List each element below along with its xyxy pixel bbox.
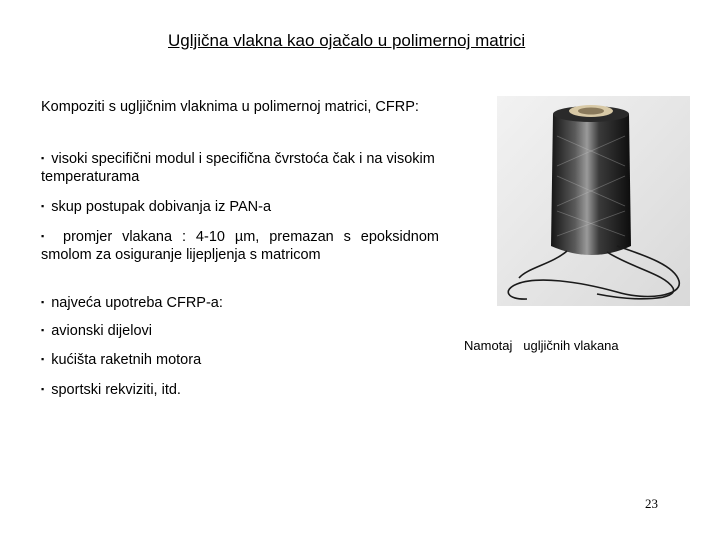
bullet-text: najveća upotreba CFRP-a: bbox=[51, 295, 223, 311]
bullet-item bbox=[41, 228, 439, 264]
bullet-item bbox=[41, 322, 439, 341]
bullet-item bbox=[41, 381, 439, 400]
carbon-fiber-spool-photo bbox=[497, 96, 690, 306]
bullet-text: kućišta raketnih motora bbox=[51, 352, 202, 368]
square-bullet-icon: ▪ bbox=[41, 231, 51, 241]
bullet-text: visoki specifični modul i specifična čvrstoća čak i na visokim temperaturama bbox=[41, 151, 435, 185]
carbon-fiber-spool-icon bbox=[497, 96, 690, 306]
intro-text: Kompoziti s ugljičnim vlaknima u polimernoj matrici, CFRP: bbox=[41, 99, 419, 115]
photo-caption: Namotaj ugljičnih vlakana bbox=[464, 338, 619, 353]
slide-title: Ugljična vlakna kao ojačalo u polimernoj matrici bbox=[168, 31, 526, 50]
bullet-item bbox=[41, 351, 439, 370]
bullet-text: skup postupak dobivanja iz PAN-a bbox=[51, 199, 272, 215]
square-bullet-icon: ▪ bbox=[41, 153, 45, 163]
bullet-item bbox=[41, 294, 439, 313]
bullet-item bbox=[41, 198, 439, 217]
bullet-text: avionski dijelovi bbox=[51, 323, 152, 339]
square-bullet-icon: ▪ bbox=[41, 297, 45, 307]
bullet-item bbox=[41, 150, 439, 186]
bullet-text: sportski rekviziti, itd. bbox=[51, 382, 181, 398]
square-bullet-icon: ▪ bbox=[41, 384, 45, 394]
square-bullet-icon: ▪ bbox=[41, 354, 45, 364]
square-bullet-icon: ▪ bbox=[41, 201, 45, 211]
square-bullet-icon: ▪ bbox=[41, 325, 45, 335]
page-number: 23 bbox=[645, 496, 658, 511]
bullet-text: promjer vlakana : 4-10 µm, premazan s epoksidnom smolom za osiguranje lijepljenja s matricom bbox=[41, 229, 439, 263]
